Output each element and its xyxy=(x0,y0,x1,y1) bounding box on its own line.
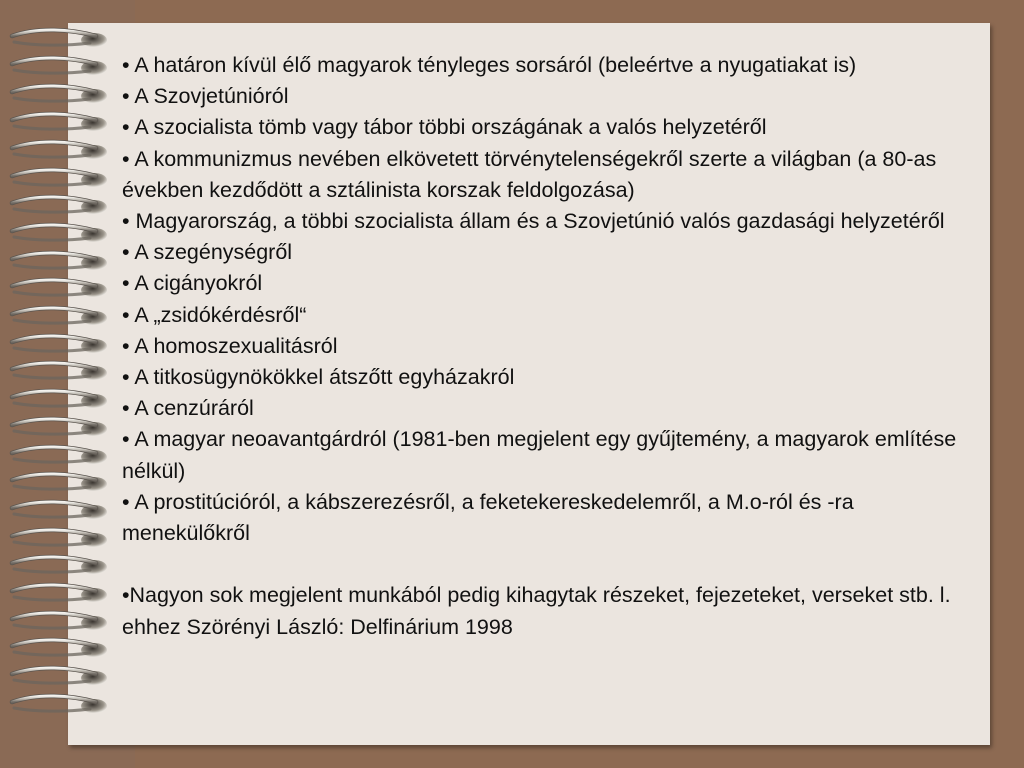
ring xyxy=(12,58,107,75)
ring xyxy=(12,363,107,380)
ring xyxy=(12,253,107,270)
bullet-item: • Magyarország, a többi szocialista állam és a Szovjetúnió valós gazdasági helyzetéről xyxy=(122,209,945,234)
ring xyxy=(12,30,107,47)
ring xyxy=(12,696,107,713)
ring xyxy=(12,86,107,103)
bullet-item: • A titkosügynökökkel átszőtt egyházakról xyxy=(122,365,515,390)
bullet-item: • A homoszexualitásról xyxy=(122,333,338,358)
bullet-item: • A határon kívül élő magyarok tényleges sorsáról (beleértve a nyugatiakat is) xyxy=(122,53,857,77)
ring xyxy=(12,170,107,187)
ring xyxy=(12,668,107,685)
ring xyxy=(12,114,107,131)
ring xyxy=(12,474,107,491)
bullet-item: • A kommunizmus nevében elkövetett törvénytelenségekről szerte a világban (a 80-as években kezdődött a sztálinista korszak feldolgozása) xyxy=(122,146,937,202)
closing-note: •Nagyon sok megjelent munkából pedig kihagytak részeket, fejezeteket, verseket stb. l. ehhez Szörényi László: Delfinárium 1998 xyxy=(122,583,951,639)
bullet-item: • A szocialista tömb vagy tábor többi országának a valós helyzetéről xyxy=(122,115,767,140)
paragraph-spacer xyxy=(122,549,978,580)
ring xyxy=(12,530,107,547)
ring xyxy=(12,419,107,436)
ring xyxy=(12,391,107,408)
bullet-item: • A cigányokról xyxy=(122,271,263,296)
ring xyxy=(12,142,107,159)
spiral-rings xyxy=(0,0,135,768)
ring xyxy=(12,585,107,602)
bullet-item: • A Szovjetúnióról xyxy=(122,84,289,109)
ring xyxy=(12,502,107,519)
ring xyxy=(12,308,107,325)
bullet-item: • A szegénységről xyxy=(122,240,293,265)
ring xyxy=(12,447,107,464)
slide-body xyxy=(122,50,978,643)
bullet-item: • A cenzúráról xyxy=(122,396,254,421)
ring xyxy=(12,613,107,630)
ring xyxy=(12,557,107,574)
ring xyxy=(12,640,107,657)
ring xyxy=(12,225,107,242)
ring xyxy=(12,197,107,214)
bullet-item: • A prostitúcióról, a kábszerezésről, a feketekereskedelemről, a M.o-ról és -ra menekülőkről xyxy=(122,489,854,546)
bullet-item: • A magyar neoavantgárdról (1981-ben megjelent egy gyűjtemény, a magyarok említése nélkül) xyxy=(122,427,957,483)
ring xyxy=(12,280,107,297)
bullet-item: • A „zsidókérdésről“ xyxy=(122,302,307,327)
ring xyxy=(12,336,107,353)
